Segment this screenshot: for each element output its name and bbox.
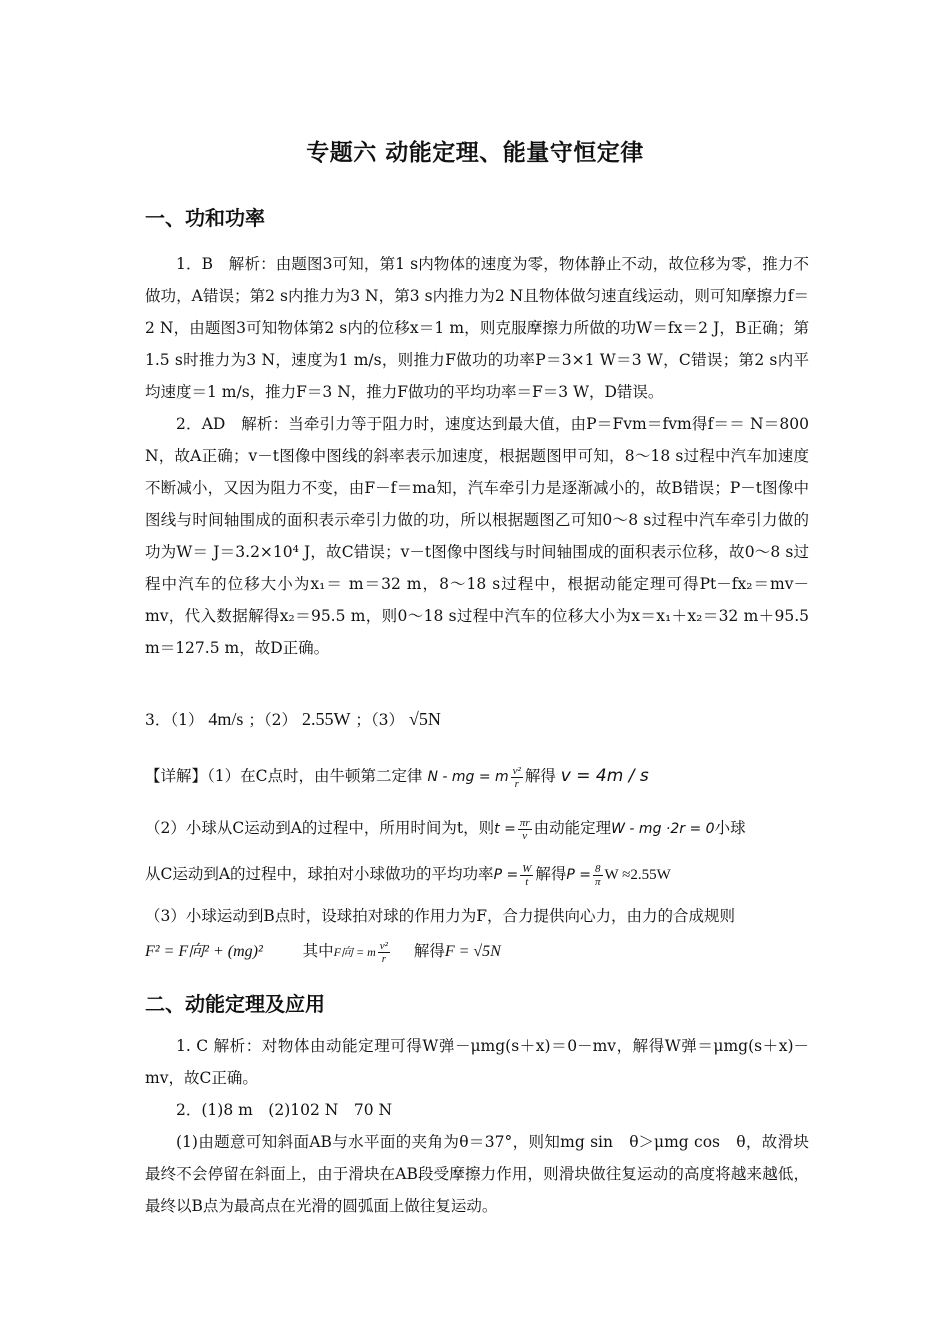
d2-fraction [518,817,532,842]
d1-frac-den: r [514,777,519,790]
q3-detail-3-equations [145,938,809,965]
d2b-frac-num: W [522,862,532,875]
answer-s2-q2-head: 2．(1)8 m (2)102 N 70 N [176,1101,393,1119]
d2b-frac-den: t [525,875,529,888]
d1-result: v = 4m / s [560,766,649,786]
d2-tail: 小球 [714,819,746,837]
d1-fraction [511,765,523,790]
answer-q1: 1．B 解析：由题图3可知，第1 s内物体的速度为零，物体静止不动，故位移为零，推力不做功，A错误；第2 s内推力为3 N，第3 s内推力为2 N且物体做匀速直线运动，则可知摩擦力f＝2 N，由题图3可知物体第2 s内的位移x＝1 m，则克服摩擦力所做的功W＝fx＝2 J，B正确；第1.5 s时推力为3 N，速度为1 m/s，则推力F做功的功率P＝3×1 W＝3 W，C错误；第2 s内平均速度＝1 m/s，推力F＝3 N，推力F做功的平均功率＝F＝3 W，D错误。 [145,255,809,401]
answer-q2: 2．AD 解析：当牵引力等于阻力时，速度达到最大值，由P＝Fvm＝fvm得f＝＝ N＝800 N，故A正确；v－t图像中图线的斜率表示加速度，根据题图甲可知，8～18 s过程中汽车加速度不断减小，又因为阻力不变，由F－f＝ma知，汽车牵引力是逐渐减小的，故B错误；P－t图像中图线与时间轴围成的面积表示牵引力做的功，所以根据题图乙可知0～8 s过程中汽车牵引力做的功为W＝ J＝3.2×10⁴ J，故C错误；v－t图像中图线与时间轴围成的面积表示位移，故0～8 s过程中汽车的位移大小为x₁＝ m＝32 m，8～18 s过程中，根据动能定理可得Pt－fx₂＝mv－mv，代入数据解得x₂＝95.5 m，则0～18 s过程中汽车的位移大小为x＝x₁＋x₂＝32 m＋95.5 m＝127.5 m，故D正确。 [145,415,809,657]
q3-sep-3: ；（3） [355,711,404,729]
d2b-mid: 解得 [535,865,567,883]
section-heading-work-power: 一、功和功率 [145,206,265,230]
d2b-fraction [520,863,533,888]
q3-detail-2 [145,816,809,842]
answer-q3-summary [145,708,809,730]
answer-block-2 [145,1030,809,1222]
d1-frac-num: v² [512,764,521,777]
d2-mid: 由动能定理 [533,819,612,837]
d1-text: （1）在C点时，由牛顿第二定律 [207,767,423,785]
q3-prefix: 3．（1） [145,711,204,729]
q3-detail-2b [145,862,809,888]
q3-answer-1: 4m/s [208,709,244,729]
d2b-res-frac-den: π [595,875,601,888]
d2-eq-lhs: t = [494,821,516,837]
d2-frac-num: πr [519,816,530,829]
d3-mid: 其中 [302,942,334,960]
q3-answer-2: 2.55W [301,709,351,729]
d2b-result-fraction [593,863,603,888]
d1-mid: 解得 [524,767,556,785]
d3-fraction [378,940,390,965]
section-heading-kinetic-energy: 二、动能定理及应用 [145,992,325,1016]
d2-text: （2）小球从C运动到A的过程中，所用时间为t，则 [145,819,495,837]
d1-equation: N - mg = m [427,769,509,785]
d2-equation-2: W - mg ·2r = 0 [611,821,715,837]
d2b-result-lhs: P = [566,867,591,883]
d2b-eq-lhs: P = [493,867,519,883]
d3-equation: F² = F向² + (mg)² [145,943,263,960]
d3-equation-2: F向 = m [333,945,376,959]
answer-s2-q1: 1. C 解析：对物体由动能定理可得W弹－μmg(s＋x)＝0－mv，解得W弹＝μmg(s＋x)－mv，故C正确。 [145,1037,809,1087]
d3-frac-num: v² [379,939,388,952]
d3-frac-den: r [381,952,386,965]
q3-sep-2: ；（2） [248,711,297,729]
q3-answer-3: √5N [408,709,441,729]
d2b-result-tail: W ≈2.55W [604,867,671,883]
d2b-res-frac-num: 8 [593,863,603,876]
q3-detail-1 [145,764,809,790]
detail-label: 【详解】 [145,767,208,785]
page-title: 专题六 动能定理、能量守恒定律 [306,140,644,166]
q3-detail-3: （3）小球运动到B点时，设球拍对球的作用力为F，合力提供向心力，由力的合成规则 [145,907,736,925]
d3-result: F = √5N [444,943,501,960]
d2b-text: 从C运动到A的过程中，球拍对小球做功的平均功率 [145,865,494,883]
answer-block-1 [145,248,809,664]
d2-frac-den: v [522,829,528,842]
answer-s2-q2-body: (1)由题意可知斜面AB与水平面的夹角为θ＝37°，则知mg sin θ＞μmg cos θ，故滑块最终不会停留在斜面上，由于滑块在AB段受摩擦力作用，则滑块做往复运动的高度将越来越低，最终以B点为最高点在光滑的圆弧面上做往复运动。 [145,1133,809,1215]
d3-mid-2: 解得 [413,942,445,960]
